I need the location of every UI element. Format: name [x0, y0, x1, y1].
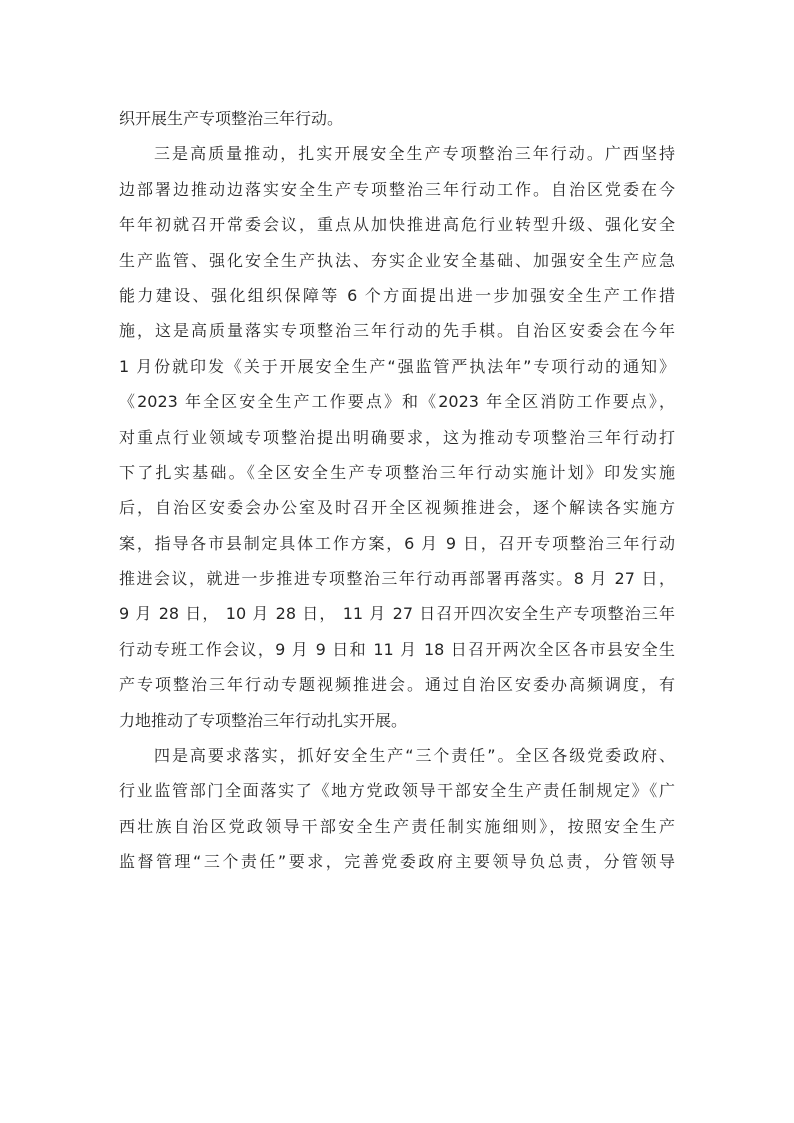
body-text — [119, 101, 675, 880]
text-line: 监督管理“三个责任”要求，完善党委政府主要领导负总责，分管领导 — [119, 852, 675, 872]
text-line: 施，这是高质量落实专项整治三年行动的先手棋。自治区安委会在今年 — [119, 321, 675, 341]
text-line: 9 月 28 日， 10 月 28 日， 11 月 27 日召开四次安全生产专项整治三年 — [119, 604, 675, 624]
text-line: 年年初就召开常委会议，重点从加快推进高危行业转型升级、强化安全 — [119, 215, 675, 235]
text-line: 西壮族自治区党政领导干部安全生产责任制实施细则》，按照安全生产 — [119, 816, 675, 836]
text-line: 生产监管、强化安全生产执法、夯实企业安全基础、加强安全生产应急 — [119, 250, 675, 270]
text-line: 织开展生产专项整治三年行动。 — [119, 109, 344, 128]
text-line: 对重点行业领域专项整治提出明确要求，这为推动专项整治三年行动打 — [119, 427, 675, 447]
text-line: 行业监管部门全面落实了《地方党政领导干部安全生产责任制规定》《广 — [119, 781, 675, 801]
text-line: 力地推动了专项整治三年行动扎实开展。 — [119, 710, 408, 730]
text-line: 能力建设、强化组织保障等 6 个方面提出进一步加强安全生产工作措 — [119, 285, 675, 305]
text-line: 产专项整治三年行动专题视频推进会。通过自治区安委办高频调度，有 — [119, 675, 675, 695]
paragraph-first-line: 四是高要求落实，抓好安全生产“三个责任”。全区各级党委政府、 — [154, 746, 675, 766]
paragraph-first-line: 三是高质量推动，扎实开展安全生产专项整治三年行动。广西坚持 — [154, 144, 675, 164]
text-line: 后，自治区安委会办公室及时召开全区视频推进会，逐个解读各实施方 — [119, 498, 675, 518]
text-line: 1 月份就印发《关于开展安全生产“强监管严执法年”专项行动的通知》 — [119, 356, 675, 376]
text-line: 《2023 年全区安全生产工作要点》和《2023 年全区消防工作要点》， — [119, 392, 675, 412]
text-line: 下了扎实基础。《全区安全生产专项整治三年行动实施计划》印发实施 — [119, 462, 675, 482]
text-line: 推进会议，就进一步推进专项整治三年行动再部署再落实。8 月 27 日， — [119, 569, 675, 589]
text-line: 行动专班工作会议，9 月 9 日和 11 月 18 日召开两次全区各市县安全生 — [119, 639, 675, 659]
text-line: 边部署边推动边落实安全生产专项整治三年行动工作。自治区党委在今 — [119, 179, 675, 199]
text-line: 案，指导各市县制定具体工作方案，6 月 9 日，召开专项整治三年行动 — [119, 533, 675, 553]
